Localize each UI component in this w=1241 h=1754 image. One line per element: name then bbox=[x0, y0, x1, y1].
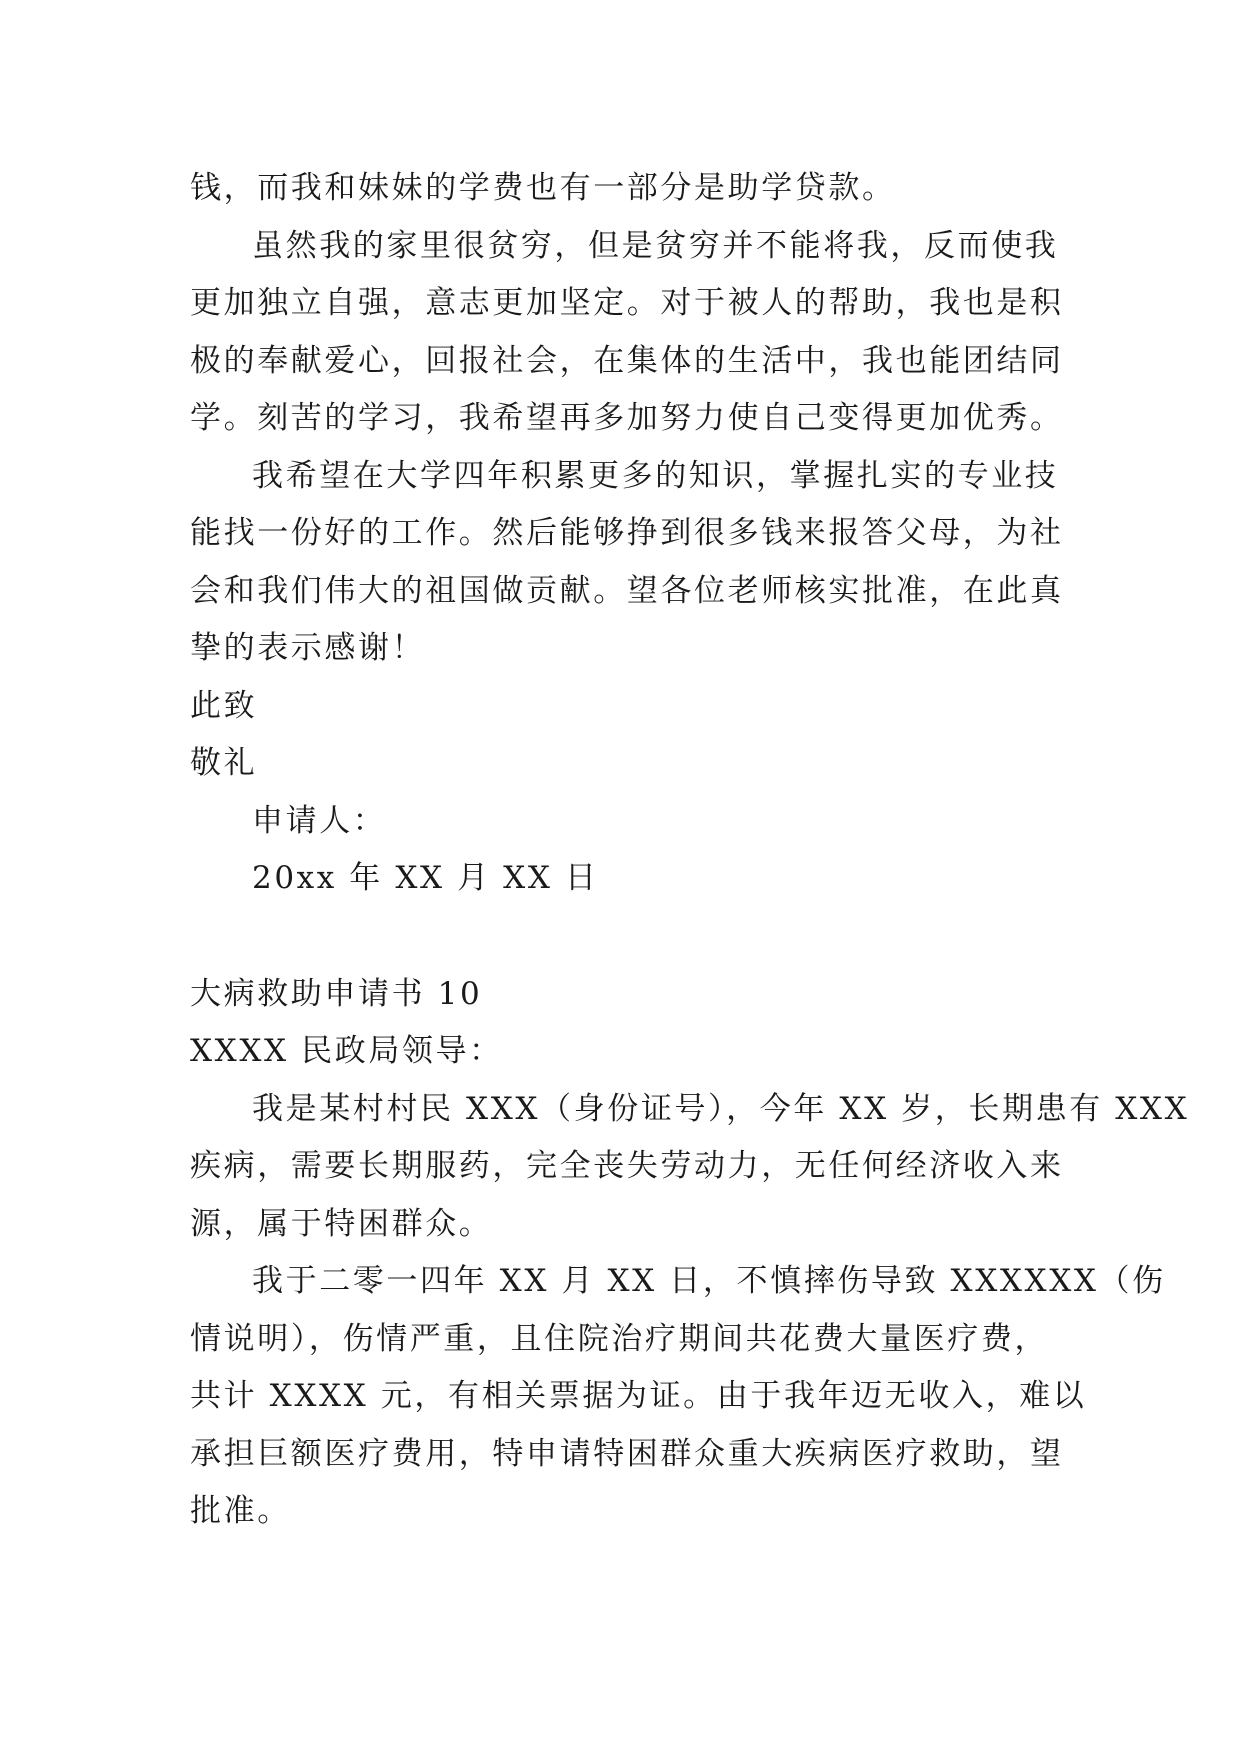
paragraph-line: 虽然我的家里很贫穷，但是贫穷并不能将我，反而使我 bbox=[252, 228, 1059, 264]
signature-date: 20xx 年 XX 月 XX 日 bbox=[252, 860, 599, 896]
paragraph-line: 我是某村村民 XXX（身份证号），今年 XX 岁，长期患有 XXX bbox=[252, 1091, 1190, 1127]
paragraph-line: 我希望在大学四年积累更多的知识，掌握扎实的专业技 bbox=[252, 458, 1059, 494]
closing-line-2: 敬礼 bbox=[190, 745, 258, 781]
paragraph-line: 情说明），伤情严重，且住院治疗期间共花费大量医疗费， bbox=[190, 1321, 1049, 1357]
salutation: XXXX 民政局领导： bbox=[190, 1033, 503, 1069]
paragraph-line: 能找一份好的工作。然后能够挣到很多钱来报答父母，为社 bbox=[190, 515, 1064, 551]
paragraph-line: 学。刻苦的学习，我希望再多加努力使自己变得更加优秀。 bbox=[190, 400, 1064, 436]
paragraph-line: 更加独立自强，意志更加坚定。对于被人的帮助，我也是积 bbox=[190, 285, 1064, 321]
paragraph-line: 钱，而我和妹妹的学费也有一部分是助学贷款。 bbox=[190, 170, 896, 206]
closing-line-1: 此致 bbox=[190, 688, 258, 724]
paragraph-line: 我于二零一四年 XX 月 XX 日，不慎摔伤导致 XXXXXX（伤 bbox=[252, 1263, 1166, 1299]
paragraph-line: 共计 XXXX 元，有相关票据为证。由于我年迈无收入，难以 bbox=[190, 1378, 1087, 1414]
paragraph-line: 会和我们伟大的祖国做贡献。望各位老师核实批准，在此真 bbox=[190, 573, 1064, 609]
paragraph-line: 挚的表示感谢！ bbox=[190, 630, 426, 666]
paragraph-line: 承担巨额医疗费用，特申请特困群众重大疾病医疗救助，望 bbox=[190, 1436, 1064, 1472]
paragraph-line: 疾病，需要长期服药，完全丧失劳动力，无任何经济收入来 bbox=[190, 1148, 1064, 1184]
applicant-label: 申请人： bbox=[252, 803, 387, 839]
letter-title: 大病救助申请书 10 bbox=[190, 976, 483, 1012]
paragraph-line: 批准。 bbox=[190, 1493, 291, 1529]
paragraph-line: 极的奉献爱心，回报社会，在集体的生活中，我也能团结同 bbox=[190, 343, 1064, 379]
paragraph-line: 源，属于特困群众。 bbox=[190, 1206, 493, 1242]
